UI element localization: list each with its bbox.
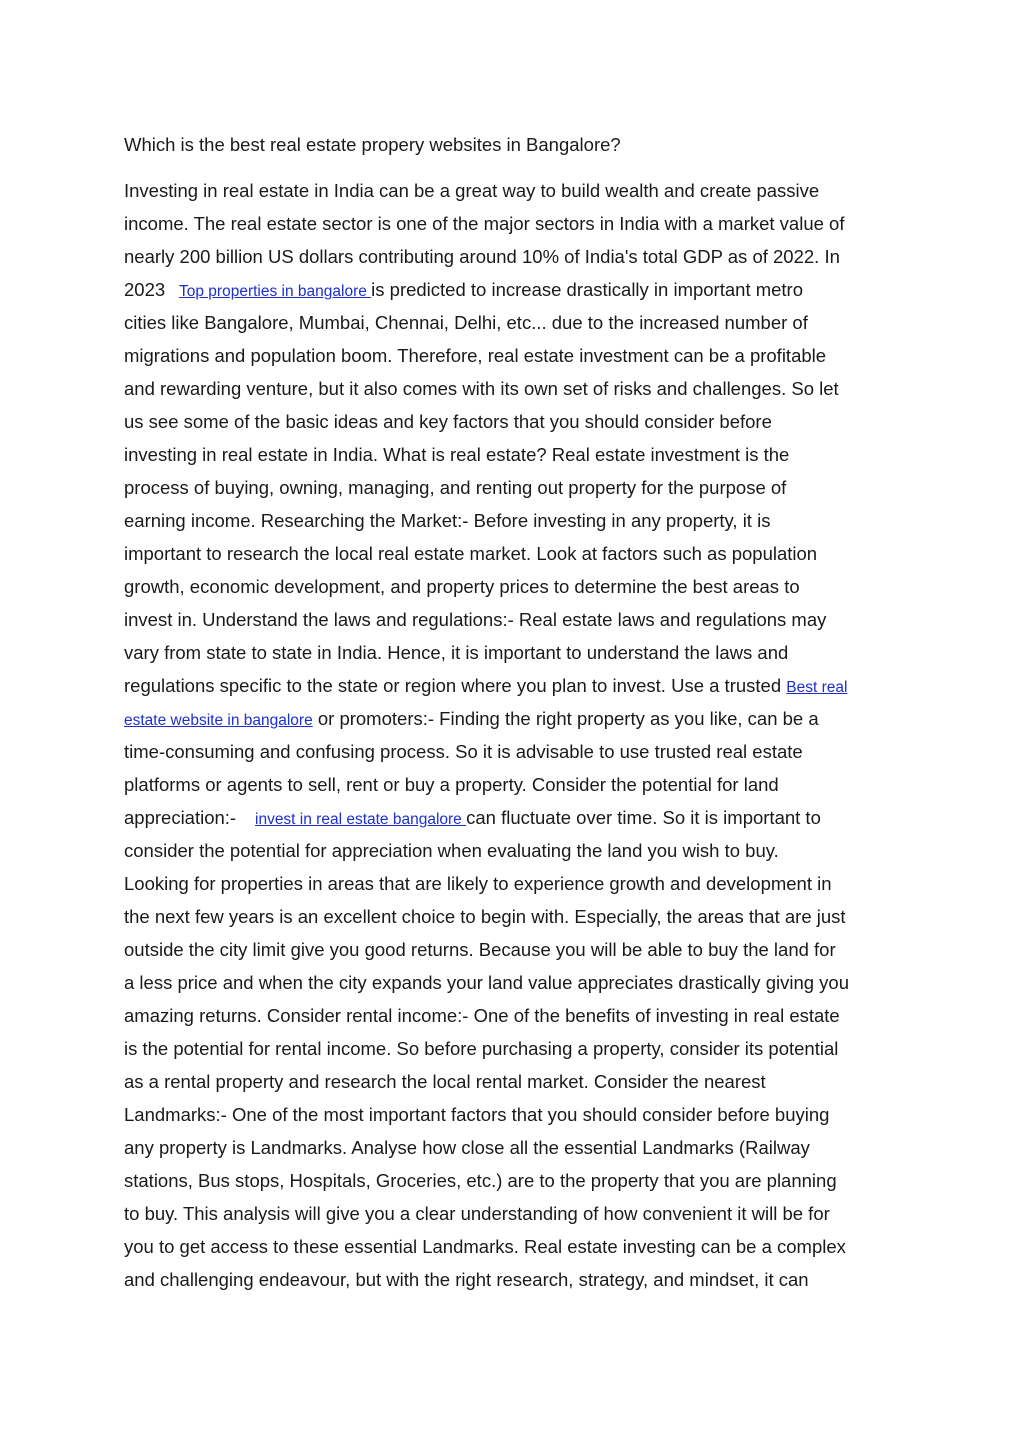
body-line: vary from state to state in India. Hence, it is important to understand the laws and [124,642,789,663]
body-line: any property is Landmarks. Analyse how close all the essential Landmarks (Railway [124,1137,810,1158]
body-line: to buy. This analysis will give you a clear understanding of how convenient it will be for [124,1203,830,1224]
body-line: and challenging endeavour, but with the right research, strategy, and mindset, it can [124,1269,809,1290]
best-real-estate-website-link-continued[interactable]: estate website in bangalore [124,712,313,729]
body-text-fragment: or promoters:- Finding the right property as you like, can be a [312,708,819,729]
body-line: as a rental property and research the local rental market. Consider the nearest [124,1071,766,1092]
body-line: cities like Bangalore, Mumbai, Chennai, Delhi, etc... due to the increased number of [124,312,808,333]
body-line: migrations and population boom. Therefore, real estate investment can be a profitable [124,345,827,366]
body-line: nearly 200 billion US dollars contributing around 10% of India's total GDP as of 2022. In [124,246,840,267]
body-line: a less price and when the city expands your land value appreciates drastically giving you [124,972,849,993]
body-line: important to research the local real estate market. Look at factors such as population [124,543,818,564]
body-line: income. The real estate sector is one of the major sectors in India with a market value of [124,213,845,234]
document-title: Which is the best real estate propery websites in Bangalore? [124,134,621,155]
document-content [124,128,914,1296]
body-line: time-consuming and confusing process. So it is advisable to use trusted real estate [124,741,803,762]
body-line: earning income. Researching the Market:- Before investing in any property, it is [124,510,771,531]
body-line: investing in real estate in India. What is real estate? Real estate investment is the [124,444,790,465]
body-text-fragment: 2023 [124,279,166,300]
body-line: Investing in real estate in India can be a great way to build wealth and create passive [124,180,820,201]
best-real-estate-website-link[interactable]: Best real [786,679,848,696]
body-line: invest in. Understand the laws and regulations:- Real estate laws and regulations may [124,609,827,630]
body-line: consider the potential for appreciation when evaluating the land you wish to buy. [124,840,779,861]
body-line-with-link [124,702,914,735]
body-line: amazing returns. Consider rental income:- One of the benefits of investing in real estate [124,1005,840,1026]
body-line: stations, Bus stops, Hospitals, Groceries, etc.) are to the property that you are planning [124,1170,837,1191]
body-line-with-link [124,273,914,306]
body-text-fragment: appreciation:- [124,807,237,828]
body-line: you to get access to these essential Landmarks. Real estate investing can be a complex [124,1236,846,1257]
invest-in-real-estate-link[interactable]: invest in real estate bangalore [255,811,467,828]
body-line: Looking for properties in areas that are likely to experience growth and development in [124,873,832,894]
body-line-with-link [124,669,914,702]
body-text-fragment: can fluctuate over time. So it is important to [466,807,821,828]
body-text-fragment: is predicted to increase drastically in important metro [371,279,804,300]
body-line: us see some of the basic ideas and key factors that you should consider before [124,411,772,432]
body-line: and rewarding venture, but it also comes with its own set of risks and challenges. So let [124,378,839,399]
body-line: is the potential for rental income. So before purchasing a property, consider its potential [124,1038,839,1059]
body-line-with-link [124,801,914,834]
body-line: outside the city limit give you good returns. Because you will be able to buy the land for [124,939,836,960]
body-line: process of buying, owning, managing, and renting out property for the purpose of [124,477,787,498]
body-line: growth, economic development, and property prices to determine the best areas to [124,576,800,597]
body-line: Landmarks:- One of the most important factors that you should consider before buying [124,1104,830,1125]
body-text-fragment: regulations specific to the state or region where you plan to invest. Use a trusted [124,675,787,696]
document-body [124,174,914,1296]
body-line: platforms or agents to sell, rent or buy a property. Consider the potential for land [124,774,779,795]
body-line: the next few years is an excellent choice to begin with. Especially, the areas that are just [124,906,846,927]
top-properties-link[interactable]: Top properties in bangalore [179,283,372,300]
